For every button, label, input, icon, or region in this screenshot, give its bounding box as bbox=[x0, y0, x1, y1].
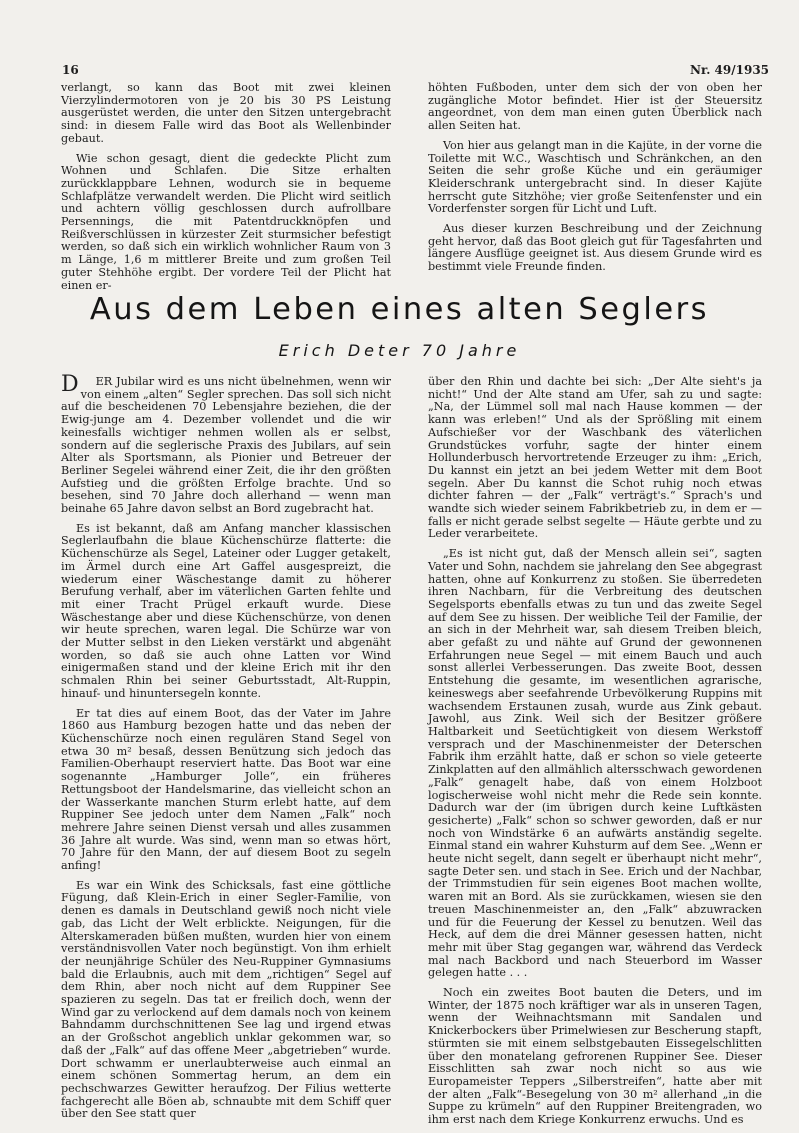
paragraph: Es war ein Wink des Schicksals, fast eine göttliche Fügung, daß Klein-Erich in einer Segler-Familie, von denen es damals in Deutschland gewiß noch nicht viele gab, das Licht der Welt erblickte. Neigungen, für die Alterskameraden büßen mußten, wurden hier von einem verständnisvollen Vater noch begünstigt. Von ihm erhielt der neunjährige Schüler des Neu-Ruppiner Gymnasiums bald die Erlaubnis, auch mit dem „richtigen“ Segel auf dem Rhin, aber noch nicht auf dem Ruppiner See spazieren zu segeln. Das tat er freilich doch, wenn der Wind gar zu verlockend auf dem damals noch von keinem Bahndamm durchschnittenen See lag und irgend etwas an der Großschot angeblich unklar gekommen war, so daß der „Falk“ auf das offene Meer „abgetrieben“ wurde. Dort schwamm er unerlaubterweise auch einmal an einem schönen Sommertag herum, an dem ein pechschwarzes Gewitter heraufzog. Der Filius wetterte fachgerecht alle Böen ab, schnaubte mit dem Schiff quer über den See statt quer bbox=[61, 878, 391, 1121]
paragraph-with-dropcap bbox=[61, 372, 391, 516]
article-left-column bbox=[61, 372, 391, 1121]
previous-article-right-column bbox=[428, 82, 762, 274]
page-number: 16 bbox=[62, 63, 79, 77]
previous-article-left-column bbox=[61, 82, 391, 292]
paragraph: Noch ein zweites Boot bauten die Deters, und im Winter, der 1875 noch kräftiger war als in unseren Tagen, wenn der Weihnachtsmann mit Sandalen und Knickerbockers über Primelwiesen zur Bescherung stapft, stürmten sie mit einem selbstgebauten Eissegelschlitten über den monatelang gefrorenen Ruppiner See. Dieser Eisschlitten sah zwar noch nicht so aus wie Europameister Teppers „Silberstreifen“, hatte aber mit der alten „Falk“-Besegelung von 30 m² allerhand „in die Suppe zu krümeln“ auf den Ruppiner Breitengraden, wo ihm erst nach dem Kriege Konkurrenz erwuchs. Und es bbox=[428, 986, 762, 1127]
article-title: Aus dem Leben eines alten Seglers bbox=[89, 292, 710, 327]
paragraph: verlangt, so kann das Boot mit zwei kleinen Vierzylindermotoren von je 20 bis 30 PS Leistung ausgerüstet werden, die unter den Sitzen untergebracht sind: in diesem Falle wird das Boot als Wellenbinder gebaut. bbox=[61, 81, 391, 145]
paragraph: Wie schon gesagt, dient die gedeckte Plicht zum Wohnen und Schlafen. Die Sitze erhalten zurückklappbare Lehnen, wodurch sie in bequeme Schlafplätze verwandelt werden. Die Plicht wird seitlich und achtern völlig geschlossen durch aufrollbare Persennings, die mit Patentdruckknöpfen und Reißverschlüssen in kürzester Zeit sturmsicher befestigt werden, so daß sich ein wirklich wohnlicher Raum von 3 m Länge, 1,6 m mittlerer Breite und zum großen Teil guter Stehhöhe ergibt. Der vordere Teil der Plicht hat einen er- bbox=[61, 151, 391, 292]
paragraph: höhten Fußboden, unter dem sich der von oben her zugängliche Motor befindet. Hier ist der Steuersitz angeordnet, von dem man einen guten Überblick nach allen Seiten hat. bbox=[428, 81, 762, 133]
paragraph: Es ist bekannt, daß am Anfang mancher klassischen Seglerlaufbahn die blaue Küchenschürze flatterte: die Küchenschürze als Segel, Lateiner oder Lugger getakelt, im Ärmel durch eine Art Gaffel ausgespreizt, die wiederum einer Wäschestange damit zu höherer Berufung verhalf, aber im väterlichen Garten fehlte und mit einer Tracht Prügel erkauft wurde. Diese Wäschestange aber und diese Küchenschürze, von denen wir heute sprechen, waren legal. Die Schürze war von der Mutter selbst in den Lieken verstärkt und abgenäht worden, so daß sie auch ohne Latten vor Wind einigermaßen stand und der kleine Erich mit ihr den schmalen Rhin bei seiner Geburtsstadt, Alt-Ruppin, hinauf- und hinuntersegeln konnte. bbox=[61, 521, 391, 700]
paragraph: Von hier aus gelangt man in die Kajüte, in der vorne die Toilette mit W.C., Waschtisch und Schränkchen, an den Seiten die sehr große Küche und ein geräumiger Kleiderschrank untergebracht sind. In dieser Kajüte herrscht gute Sitzhöhe; vier große Seitenfenster und ein Vorderfenster sorgen für Licht und Luft. bbox=[428, 138, 762, 216]
paragraph-text: ER Jubilar wird es uns nicht übelnehmen, wenn wir von einem „alten“ Segler sprechen. Das soll sich nicht auf die bescheidenen 70 Lebensjahre beziehen, die der Ewig-junge am 4. Dezember vollendet und die wir keinesfalls wichtiger nehmen wollen als er selbst, sondern auf die seglerische Praxis des Jubilars, auf sein Alter als Sportsmann, als Pionier und Betreuer der Berliner Segelei während einer Zeit, die ihr den größten Aufstieg und die größten Erfolge brachte. Und so besehen, sind 70 Jahre doch allerhand — wenn man beinahe 65 Jahre davon selbst an Bord zugebracht hat. bbox=[61, 375, 391, 516]
article-right-column bbox=[428, 376, 762, 1127]
paragraph: über den Rhin und dachte bei sich: „Der Alte sieht's ja nicht!“ Und der Alte stand am Ufer, sah zu und sagte: „Na, der Lümmel soll mal nach Hause kommen — der kann was erleben!“ Und als der Sprößling mit einem Aufschießer vor der Waschbank des väterlichen Grundstückes vorfuhr, sagte der hinter einem Hollunderbusch hervortretende Erzeuger zu ihm: „Erich, Du kannst ein jetzt an bei jedem Wetter mit dem Boot segeln. Aber Du kannst die Schot ruhig noch etwas dichter fahren — der „Falk“ verträgt's.“ Sprach's und wandte sich wieder seinem Fabrikbetrieb zu, in dem er — falls er nicht gerade selbst segelte — Häute gerbte und zu Leder verarbeitete. bbox=[428, 375, 762, 541]
issue-number: Nr. 49/1935 bbox=[690, 63, 770, 77]
paragraph: Er tat dies auf einem Boot, das der Vater im Jahre 1860 aus Hamburg bezogen hatte und das neben der Küchenschürze noch einen regulären Stand Segel von etwa 30 m² besaß, dessen Benützung sich jedoch das Familien-Oberhaupt reserviert hatte. Das Boot war eine sogenannte „Hamburger Jolle“, ein früheres Rettungsboot der Handelsmarine, das vielleicht schon an der Wasserkante manchen Sturm erlebt hatte, auf dem Ruppiner See jedoch unter dem Namen „Falk“ noch mehrere Jahre seinen Dienst versah und alles zusammen 36 Jahre alt wurde. Was sind, wenn man so etwas hört, 70 Jahre für den Mann, der auf diesem Boot zu segeln anfing! bbox=[61, 706, 391, 873]
article-subtitle: Erich Deter 70 Jahre bbox=[278, 341, 521, 360]
drop-cap: D bbox=[61, 372, 79, 397]
paragraph: Aus dieser kurzen Beschreibung und der Zeichnung geht hervor, daß das Boot gleich gut für Tagesfahrten und längere Ausflüge geeignet ist. Aus diesem Grunde wird es bestimmt viele Freunde finden. bbox=[428, 222, 762, 274]
paragraph: „Es ist nicht gut, daß der Mensch allein sei“, sagten Vater und Sohn, nachdem sie jahrelang den See abgegrast hatten, ohne auf Konkurrenz zu stoßen. Sie überredeten ihren Nachbarn, für die Verbreitung des deutschen Segelsports ebenfalls etwas zu tun und das zweite Segel auf dem See zu hissen. Der weibliche Teil der Familie, der an sich in der Mehrheit war, sah diesem Treiben bleich, aber gefaßt zu und nähte auf Grund der gewonnenen Erfahrungen neue Segel — mit einem Bauch und auch sonst allerlei Verbesserungen. Das zweite Boot, dessen Entstehung die gesamte, im wesentlichen agrarische, keineswegs aber seefahrende Urbevölkerung Ruppins mit wachsendem Erstaunen zusah, wurde aus Zink gebaut. Jawohl, aus Zink. Weil sich der Besitzer größere Haltbarkeit und Seetüchtigkeit von diesem Werkstoff versprach und der Maschinenmeister der Deterschen Fabrik ihm erzählt hatte, daß er schon so viele geteerte Zinkplatten auf den allmählich altersschwach gewordenen „Falk“ genagelt habe, daß von einem Holzboot logischerweise wohl nicht mehr die Rede sein konnte. Dadurch war der (im übrigen durch keine Luftkästen gesicherte) „Falk“ schon so schwer geworden, daß er nur noch von Windstärke 6 an aufwärts anständig segelte. Einmal stand ein wahrer Kuhsturm auf dem See. „Wenn er heute nicht segelt, dann segelt er überhaupt nicht mehr“, sagte Deter sen. und stach in See. Erich und der Nachbar, der Trimmstudien für sein eigenes Boot machen wollte, waren mit an Bord. Als sie zurückkamen, wiesen sie den treuen Maschinenmeister an, den „Falk“ abzuwracken und für die Feuerung der Kessel zu benutzen. Weil das Heck, auf dem die drei Männer gesessen hatten, nicht mehr mit über Stag gegangen war, während das Verdeck mal nach Backbord und nach Steuerbord im Wasser gelegen hatte . . . bbox=[428, 547, 762, 980]
